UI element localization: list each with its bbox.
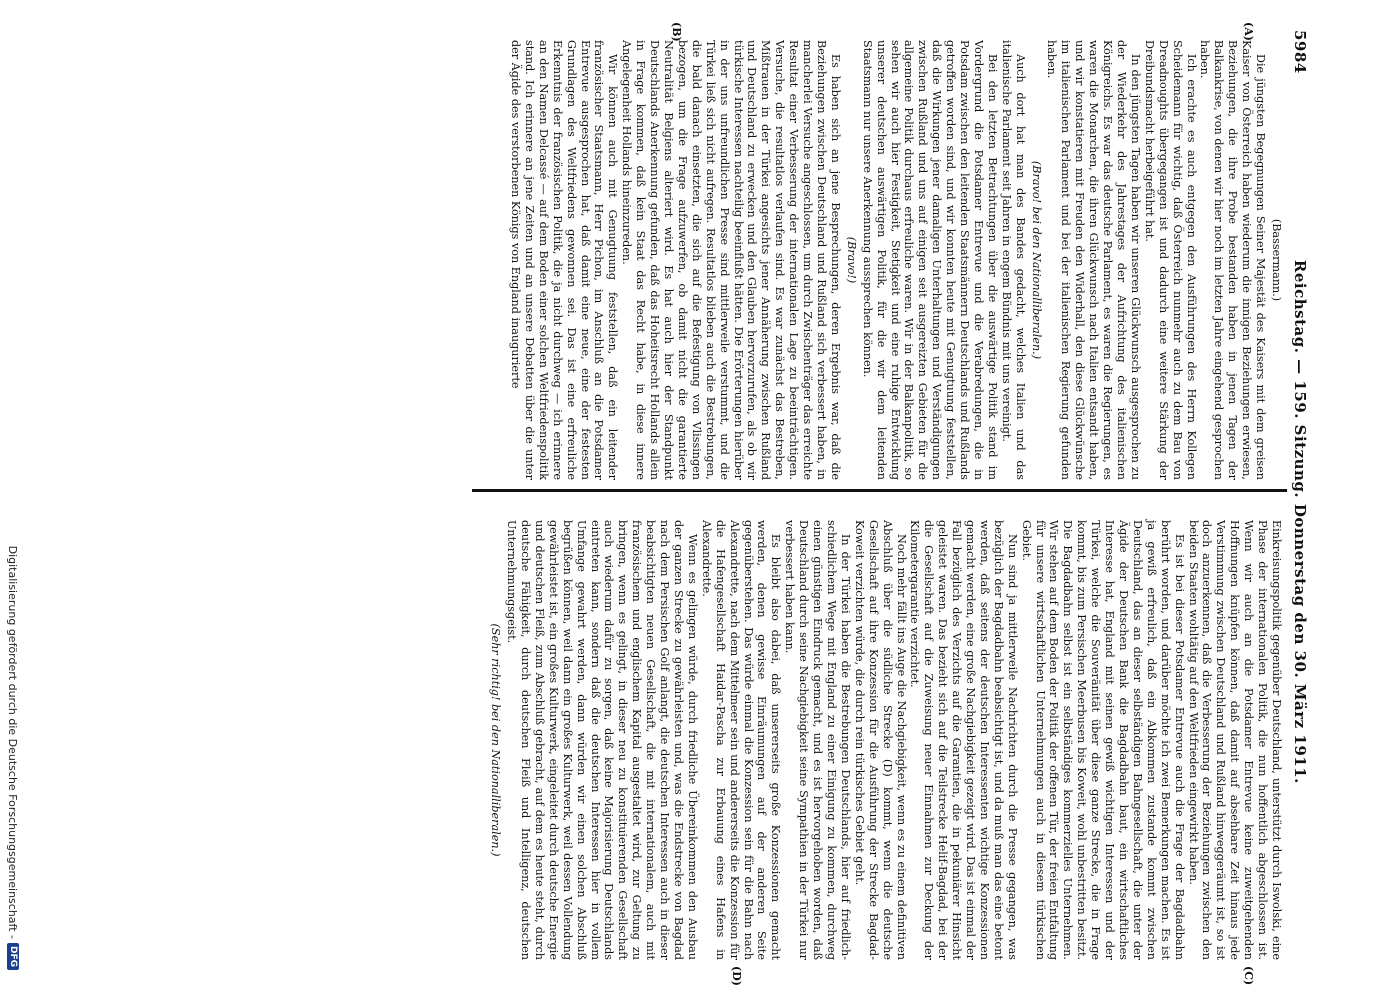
paragraph: Ich erachte es auch entgegen den Ausführungen des Herrn Kollegen Scheidemann für wichtig, daß Österreich nunmehr auch zu dem Bau von Dreadnoughts übergegangen ist und dadurch eine weitere Stärkung der Dreibundsmacht herbeigeführt hat.: [1142, 40, 1198, 480]
paragraph: Bei den letzten Betrachtungen über die auswärtige Politik stand im Vordergrund die Potsdamer Entrevue und die Verabredungen, die in Potsdam zwischen den leitenden Staatsmännern Deutschlands und Rußlands getroffen worden sind, und wir konnten heute mit Genugtuung feststellen, daß die Wirkungen jener damaligen Unterhaltungen und Verständigungen zwischen Rußland und uns auf einigen seit ausgereizten Gebieten für die allgemeine Politik durchaus erfreuliche waren. Wir in der Balkanpolitik, so sehen wir auch hier Festigkeit, Stetigkeit und eine ruhige Entwicklung unserer deutschen auswärtigen Politik, für die wir dem leitenden Staatsmann nur unsere Anerkennung aussprechen können.: [860, 40, 999, 480]
paragraph: In der Türkei haben die Bestrebungen Deutschlands, hier auf friedlich-schiedlichem Wege mit England zu einer Einigung zu kommen, durchweg einen günstigen Eindruck gemacht, und es ist hervorgehoben worden, daß Deutschland durch seine Nachgiebigkeit seine Sympathien in der Türkei nur verbessert haben kann.: [783, 520, 852, 960]
paragraph: Es bleibt also dabei, daß unsererseits große Konzessionen gemacht werden, denen gewisse Einräumungen auf der anderen Seite gegenüberstehen. Das würde einmal die Konzession sein für die Bahn nach Alexandrette, nach dem Mittelmeer sein und andererseits die Konzession für die Hafengesellschaft Haidar-Pascha zur Erbauung eines Hafens in Alexandrette.: [699, 520, 783, 960]
page-number: 5984: [1291, 30, 1309, 74]
paragraph: Noch mehr fällt ins Auge die Nachgiebigkeit, wenn es zu einem definitiven Abschluß über die südliche Strecke (D) kommt, wenn die deutsche Gesellschaft auf ihre Konzession für die Ausführung der Strecke Bagdad-Koweit verzichten würde, die durch rein türkisches Gebiet geht.: [852, 520, 908, 960]
margin-marker-b: (B): [670, 22, 683, 42]
dfg-logo: DFG: [7, 943, 19, 970]
applause-note: (Bravo! bei den Nationalliberalen.): [1029, 160, 1043, 360]
credit-text: Digitalisierung gefördert durch die Deutsche Forschungsgemeinschaft -: [6, 545, 20, 939]
margin-marker-d: (D): [730, 966, 743, 986]
right-column: [486, 520, 1283, 960]
paragraph: Nun sind ja mittlerweile Nachrichten durch die Presse gegangen, was bezüglich der Bagdadbahn beabsichtigt ist, und da muß man das eine betont werden, daß seitens der deutschen Interessenten wichtige Konzessionen gemacht werden, eine große Nachgiebigkeit gezeigt wird. Das ist einmal der Fall bezüglich des Verzichts auf die Garantien, die in pekuniärer Hinsicht geleistet waren. Das bezieht sich auf die Teilstrecke Helif-Bagdad, bei der die Gesellschaft auf die Zuweisung neuer Einnahmen zur Deckung der Kilometergarantie verzichtet.: [908, 520, 1019, 960]
paragraph: Wir können auch mit Genugtuung feststellen, daß ein leitender französischer Staatsmann, Herr Pichon, im Anschluß an die Potsdamer Entrevue ausgesprochen hat, daß damit eine neue, eine der festesten Grundlagen des Weltfriedens gewonnen sei. Das ist eine erfreuliche Erkenntnis der französischen Politik, die ja nicht durchweg — ich erinnere an den Namen Delcassé — auf dem Boden einer solchen Weltfriedenspolitik stand. Ich erinnere an jene Zeiten und an unsere Debatten über die unter der Ägide des verstorbenen Königs von England inaugurierte: [509, 40, 620, 480]
margin-marker-c: (C): [1242, 966, 1255, 986]
digitization-credit: [5, 0, 21, 1000]
page-header: [1287, 30, 1313, 970]
session-title: Reichstag. — 159. Sitzung. Donnerstag den 30. März 1911.: [1291, 259, 1309, 784]
paragraph: Auch dort hat man des Bandes gedacht, welches Italien und das italienische Parlament seit Jahren in engem Bündnis mit uns vereinigt.: [999, 40, 1027, 480]
paragraph: Es ist bei dieser Potsdamer Entrevue auch die Frage der Bagdadbahn berührt worden, und darüber möchte ich zwei Bemerkungen machen. Es ist ja gewiß erfreulich, daß ein Abkommen zustande kommt zwischen Deutschland, das an dieser selbständigen Bahngesellschaft, die unter der Ägide der Deutschen Bank die Bagdadbahn baut, ein wirtschaftliches Interesse hat, England mit seinen gewiß wichtigen Interessen und der Türkei, welche die Souveränität über diese ganze Strecke, die in Frage kommt, bis zum Persischen Meerbusen bis Koweit, wohl unbestritten besitzt. Die Bagdadbahn selbst ist ein selbständiges kommerzielles Unternehmen. Wir stehen auf dem Boden der Politik der offenen Tür, der freien Entfaltung für unsere wirtschaftlichen Unternehmungen auch in diesem türkischen Gebiet.: [1019, 520, 1186, 960]
paragraph: Es haben sich an jene Besprechungen, deren Ergebnis war, daß die Beziehungen zwischen Deutschland und Rußland sich verbessert haben, in mancherlei Versuche angeschlossen, um durch Zwischenträger das erreichte Resultat einer Verbesserung der internationalen Lage zu beeinträchtigen. Versuche, die resultatlos verlaufen sind. Es war zunächst das Bestreben, Mißtrauen in der Türkei angesichts jener Annäherung zwischen Rußland und Deutschland zu erwecken und den Glauben hervorzurufen, als ob wir türkische Interessen nachteilig beeinflußt hätten. Die Erörterungen hierüber in der uns unfreundlichen Presse sind mittlerweile verstummt, und die Türkei ließ sich nicht aufregen. Resultatlos blieben auch die Bestrebungen, die bald danach einsetzten, die sich auf die Befestigung von Vlissingen bezogen, um die Frage aufzuwerfen, ob damit nicht die garantierte Neutralität Belgiens alteriert wird. Es hat auch hier der Standpunkt Deutschlands Anerkennung gefunden, daß das Hoheitsrecht Hollands allein in Frage kommen, daß kein Staat das Recht habe, in diese innere Angelegenheit Hollands hineinzureden.: [620, 40, 842, 480]
left-column: [508, 40, 1283, 480]
speaker-label: (Bassermann.): [1270, 218, 1283, 302]
margin-marker-a: (A): [1242, 22, 1255, 41]
paragraph: Wenn es gelingen würde, durch friedliche Übereinkommen den Ausbau der ganzen Strecke zu gewährleisten und, was die Endstrecke von Bagdad nach dem Persischen Golf anlangt, die deutschen Interessen auch in dieser beabsichtigten neuen Gesellschaft, die mit internationalem, auch mit französischem und englischem Kapital ausgestaltet wird, zur Geltung zu bringen, wenn es gelingt, in dieser neu zu konstituierenden Gesellschaft auch wiederum dafür zu sorgen, daß keine Majorisierung Deutschlands eintreten kann, sondern daß die deutschen Interessen hier in vollem Umfange gewahrt werden, dann würden wir einen solchen Abschluß begrüßen können, weil dann ein großes Kulturwerk, weil dessen Vollendung gewährleistet ist, ein großes Kulturwerk, eingeleitet durch deutsche Energie und deutschen Fleiß, zum Abschluß gebracht, auf dem es heute steht, durch deutsche Fähigkeit, durch deutschen Fleiß und Intelligenz, deutschen Unternehmungsgeist.: [505, 520, 699, 960]
applause-note: (Sehr richtig! bei den Nationalliberalen.): [489, 623, 503, 857]
paragraph: Die jüngsten Begegnungen Seiner Majestät des Kaisers mit dem greisen Kaiser von Österreich haben wiederum die innigen Beziehungen erwiesen, Beziehungen, die ihre Probe bestanden haben in jenen Tagen der Balkankrise, von denen wir hier noch im letzten Jahre eingehend gesprochen haben.: [1198, 40, 1268, 480]
applause-note: (Bravo!): [844, 236, 858, 284]
paragraph: Einkreisungspolitik gegenüber Deutschland, unterstützt durch Iswolski, eine Phase der internationalen Politik, die nun hoffentlich abgeschlossen ist. Wenn wir auch an die Potsdamer Entrevue keine zuweitgehenden Hoffnungen knüpfen können, daß damit auf absehbare Zeit hinaus jede Verstimmung zwischen Deutschland und Rußland hinweggeräumt ist, so ist doch anzuerkennen, daß die Verbesserung der Beziehungen zwischen den beiden Staaten wohltätig auf den Weltfrieden eingewirkt haben.: [1186, 520, 1283, 960]
paragraph: In den jüngsten Tagen haben wir unseren Glückwunsch ausgesprochen zu der Wiederkehr des Jahrestages der Aufrichtung des italienischen Königreichs. Es war das deutsche Parlament, es waren die Regierungen, es waren die Monarchen, die ihren Glückwunsch nach Italien entsandt haben, und wir konstatieren mit Freuden den Widerhall, den diese Glückwünsche im italienischen Parlament und bei der italienischen Regierung gefunden haben.: [1045, 40, 1142, 480]
column-divider: [472, 489, 1287, 492]
